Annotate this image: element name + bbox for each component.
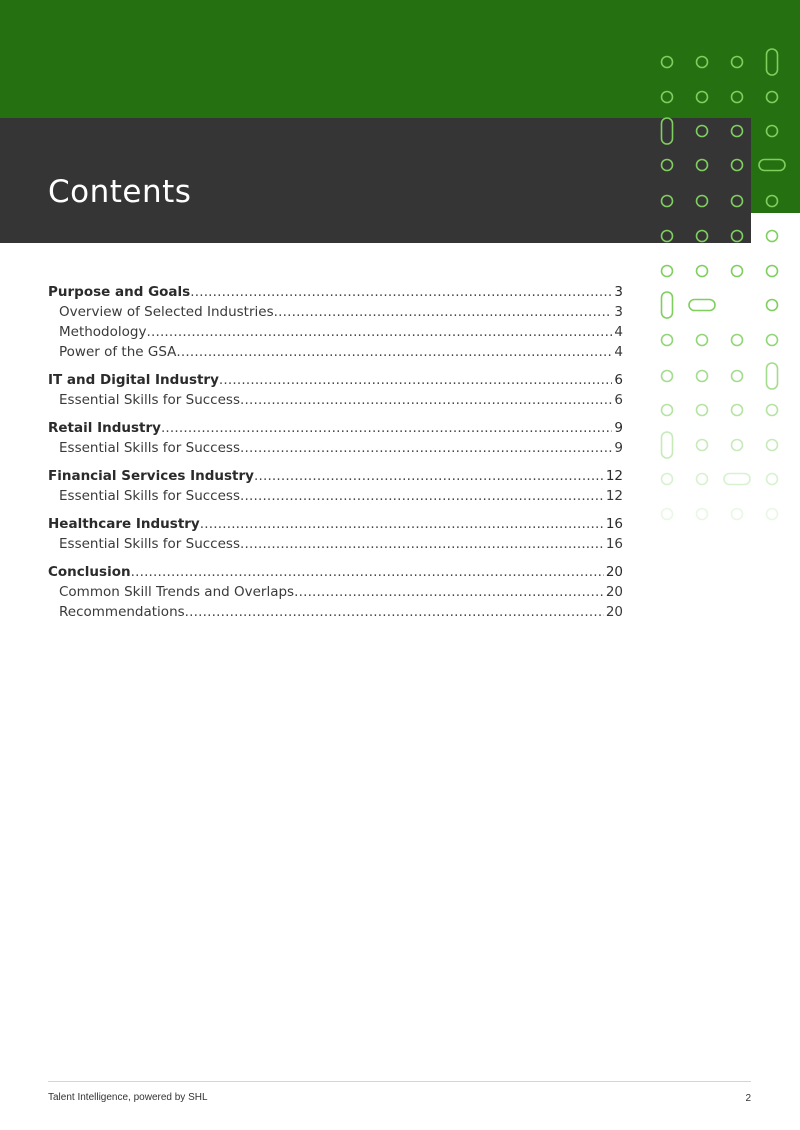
leader-dots [131,562,604,582]
toc-entry-page: 4 [614,324,623,340]
leader-dots [185,602,604,622]
pattern-circle [767,509,778,520]
pattern-circle [732,405,743,416]
pattern-circle [767,405,778,416]
toc-entry-page: 3 [614,284,623,300]
pattern-circle [767,335,778,346]
header-green-accent [751,118,800,213]
toc-entry-page: 6 [614,372,623,388]
footer-divider [48,1081,751,1082]
leader-dots [219,370,613,390]
toc-entry[interactable] [48,302,623,322]
pattern-pill [767,363,778,389]
leader-dots [146,322,612,342]
toc-entry[interactable] [48,582,623,602]
pattern-circle [767,474,778,485]
leader-dots [254,466,604,486]
toc-entry[interactable] [48,342,623,362]
leader-dots [240,486,604,506]
toc-entry-label: Essential Skills for Success [59,440,240,456]
toc-entry-page: 6 [614,392,623,408]
pattern-circle [767,440,778,451]
pattern-circle [732,335,743,346]
leader-dots [176,342,612,362]
toc-entry-label: Common Skill Trends and Overlaps [59,584,295,600]
pattern-circle [662,474,673,485]
toc-entry-label: IT and Digital Industry [48,372,219,388]
toc-entry-label: Essential Skills for Success [59,536,240,552]
pattern-circle [732,371,743,382]
pattern-circle [767,300,778,311]
pattern-circle [697,474,708,485]
toc-entry-label: Healthcare Industry [48,516,200,532]
pattern-pill [662,432,673,458]
toc-entry-label: Recommendations [59,604,185,620]
toc-entry[interactable] [48,390,623,410]
pattern-circle [767,231,778,242]
toc-entry[interactable] [48,562,623,582]
pattern-circle [732,440,743,451]
footer-publisher: Talent Intelligence, powered by SHL [48,1092,208,1103]
toc-entry[interactable] [48,322,623,342]
leader-dots [240,438,612,458]
table-of-contents [48,282,623,622]
toc-entry[interactable] [48,438,623,458]
pattern-circle [662,266,673,277]
toc-entry-page: 16 [605,536,623,552]
toc-entry[interactable] [48,282,623,302]
leader-dots [190,282,612,302]
toc-entry-page: 20 [605,584,623,600]
pattern-circle [697,371,708,382]
pattern-circle [662,335,673,346]
pattern-circle [697,509,708,520]
pattern-circle [697,440,708,451]
pattern-circle [767,266,778,277]
toc-entry[interactable] [48,514,623,534]
pattern-circle [697,405,708,416]
pattern-circle [732,509,743,520]
toc-entry-label: Methodology [59,324,147,340]
toc-entry-page: 3 [614,304,623,320]
pattern-circle [697,335,708,346]
toc-entry-label: Essential Skills for Success [59,488,240,504]
footer-page-number: 2 [745,1093,751,1104]
page-title: Contents [48,174,192,210]
leader-dots [161,418,612,438]
toc-entry-label: Conclusion [48,564,131,580]
toc-entry-label: Retail Industry [48,420,161,436]
toc-entry-label: Power of the GSA [59,344,177,360]
pattern-circle [662,371,673,382]
toc-entry[interactable] [48,602,623,622]
pattern-pill [689,300,715,311]
pattern-pill [662,292,673,318]
toc-entry-page: 20 [605,604,623,620]
pattern-circle [662,509,673,520]
leader-dots [274,302,613,322]
toc-entry[interactable] [48,370,623,390]
leader-dots [240,390,612,410]
toc-entry-label: Purpose and Goals [48,284,191,300]
toc-entry[interactable] [48,534,623,554]
pattern-circle [732,266,743,277]
pattern-circle [697,266,708,277]
toc-entry[interactable] [48,418,623,438]
toc-entry-page: 20 [605,564,623,580]
toc-entry-page: 12 [605,468,623,484]
toc-entry-page: 9 [614,440,623,456]
toc-entry-label: Essential Skills for Success [59,392,240,408]
leader-dots [240,534,604,554]
header-green-band [0,0,800,118]
leader-dots [294,582,604,602]
pattern-circle [662,405,673,416]
toc-entry-page: 9 [614,420,623,436]
toc-entry[interactable] [48,466,623,486]
toc-entry-page: 4 [614,344,623,360]
pattern-pill [724,474,750,485]
toc-entry-page: 12 [605,488,623,504]
toc-entry-label: Overview of Selected Industries [59,304,274,320]
toc-entry-page: 16 [605,516,623,532]
leader-dots [200,514,604,534]
toc-entry-label: Financial Services Industry [48,468,254,484]
toc-entry[interactable] [48,486,623,506]
